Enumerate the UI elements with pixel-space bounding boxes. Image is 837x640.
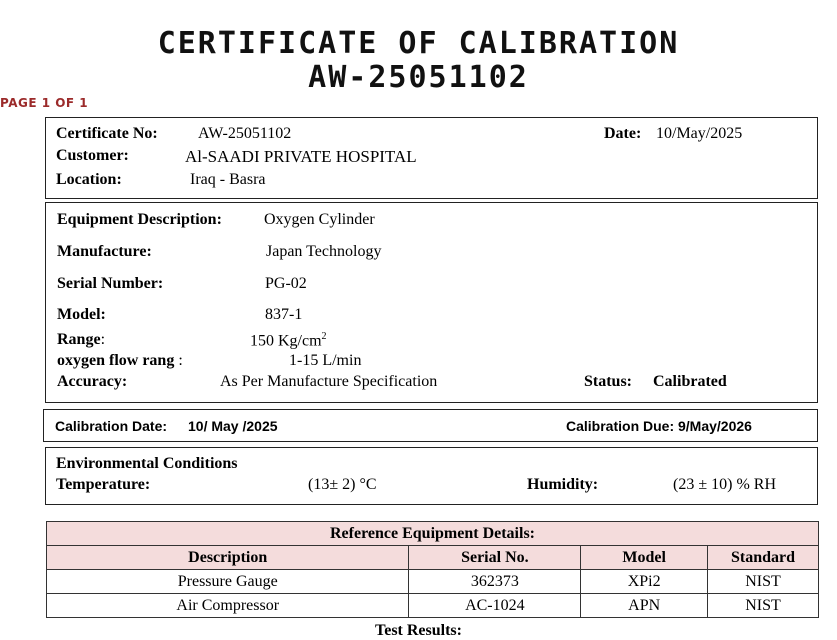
range-label bbox=[57, 331, 105, 349]
equipment-desc-value: Oxygen Cylinder bbox=[264, 211, 375, 228]
status-value: Calibrated bbox=[653, 373, 727, 390]
cell-standard: NIST bbox=[708, 570, 819, 594]
humidity-value: (23 ± 10) % RH bbox=[673, 476, 776, 493]
model-value: 837-1 bbox=[265, 306, 303, 323]
customer-value: Al-SAADI PRIVATE HOSPITAL bbox=[185, 147, 417, 166]
table-row bbox=[47, 594, 819, 618]
flow-value: 1-15 L/min bbox=[289, 352, 362, 369]
flow-label-text: oxygen flow rang bbox=[57, 352, 175, 369]
equipment-desc-label: Equipment Description: bbox=[57, 211, 222, 228]
reference-header-row bbox=[47, 546, 819, 570]
reference-title-row bbox=[47, 522, 819, 546]
serial-number-label: Serial Number: bbox=[57, 275, 164, 292]
flow-label bbox=[57, 352, 183, 370]
equipment-box bbox=[45, 202, 818, 403]
range-label-text: Range bbox=[57, 331, 101, 348]
serial-number-value: PG-02 bbox=[265, 275, 307, 292]
temperature-label: Temperature: bbox=[56, 476, 151, 493]
col-header-model: Model bbox=[581, 546, 708, 570]
cell-model: APN bbox=[581, 594, 708, 618]
model-label: Model: bbox=[57, 306, 106, 323]
certificate-title: CERTIFICATE OF CALIBRATION bbox=[157, 26, 680, 61]
location-label: Location: bbox=[56, 171, 122, 188]
range-value-text: 150 Kg/cm bbox=[250, 332, 322, 350]
page-indicator: PAGE 1 OF 1 bbox=[0, 96, 89, 110]
location-value: Iraq - Basra bbox=[190, 171, 266, 188]
range-exponent: 2 bbox=[321, 331, 327, 342]
cell-standard: NIST bbox=[708, 594, 819, 618]
col-header-description: Description bbox=[47, 546, 409, 570]
date-label: Date: bbox=[604, 125, 642, 142]
col-header-standard: Standard bbox=[708, 546, 819, 570]
table-row bbox=[47, 570, 819, 594]
calibration-date-label: Calibration Date: bbox=[55, 418, 168, 434]
cell-description: Pressure Gauge bbox=[47, 570, 409, 594]
manufacture-value: Japan Technology bbox=[266, 243, 382, 260]
reference-table-title: Reference Equipment Details: bbox=[47, 522, 819, 546]
range-colon: : bbox=[100, 331, 106, 348]
cert-no-value: AW-25051102 bbox=[198, 125, 292, 142]
customer-label: Customer: bbox=[56, 147, 129, 164]
calibration-due: Calibration Due: 9/May/2026 bbox=[566, 418, 752, 434]
accuracy-value: As Per Manufacture Specification bbox=[220, 373, 438, 390]
calibration-dates-box bbox=[43, 409, 818, 442]
cert-no-label: Certificate No: bbox=[56, 125, 158, 142]
status-label: Status: bbox=[584, 373, 633, 390]
certificate-info-box bbox=[45, 117, 818, 199]
environment-box bbox=[45, 447, 818, 505]
manufacture-label: Manufacture: bbox=[57, 243, 152, 260]
cell-serial: 362373 bbox=[409, 570, 581, 594]
cell-model: XPi2 bbox=[581, 570, 708, 594]
certificate-number-title: AW-25051102 bbox=[308, 60, 529, 95]
cell-serial: AC-1024 bbox=[409, 594, 581, 618]
accuracy-label: Accuracy: bbox=[57, 373, 128, 390]
range-value bbox=[250, 331, 327, 350]
environment-title: Environmental Conditions bbox=[56, 455, 238, 472]
reference-equipment-table bbox=[46, 521, 819, 618]
test-results-heading: Test Results: bbox=[375, 622, 462, 639]
temperature-value: (13± 2) °C bbox=[308, 476, 377, 493]
cell-description: Air Compressor bbox=[47, 594, 409, 618]
col-header-serial: Serial No. bbox=[409, 546, 581, 570]
flow-colon: : bbox=[178, 352, 183, 369]
humidity-label: Humidity: bbox=[527, 476, 599, 493]
calibration-date-value: 10/ May /2025 bbox=[188, 418, 278, 434]
date-value: 10/May/2025 bbox=[656, 125, 743, 142]
